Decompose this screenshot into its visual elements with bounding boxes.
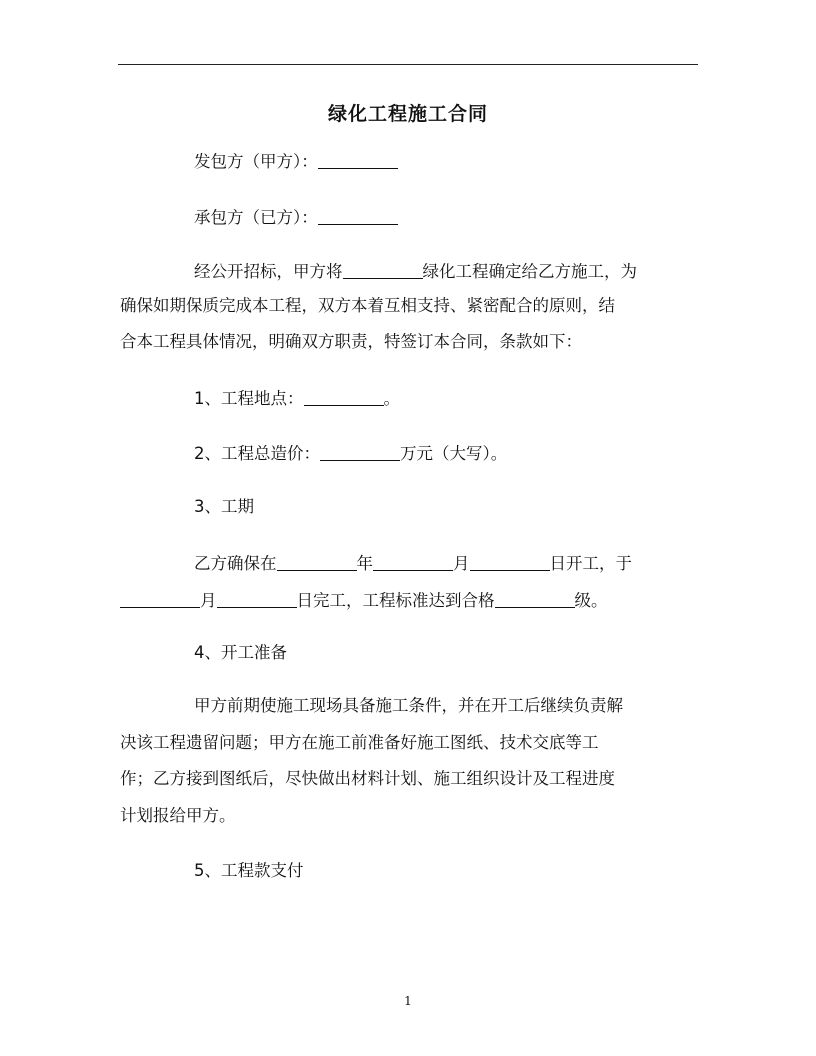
schedule-line-2 [120,587,608,613]
clause-2-suffix: 万元（大写）。 [400,444,508,463]
clause-4-line-2: 决该工程遗留问题；甲方在施工前准备好施工图纸、技术交底等工 [120,733,599,752]
start-day-blank [470,552,550,571]
party-a-blank [318,150,398,169]
intro-text: 绿化工程确定给乙方施工，为 [422,262,637,281]
schedule-text: 级。 [574,591,608,610]
clause-2-price [194,440,507,466]
intro-line-1 [194,258,637,284]
start-month-blank [373,552,453,571]
quality-grade-blank [495,589,575,608]
party-b-label: 承包方（已方）： [194,208,318,227]
party-a-label: 发包方（甲方）： [194,152,318,171]
clause-3-heading: 3、工期 [194,497,254,516]
location-blank [304,387,384,406]
clause-1-label: 1、工程地点： [194,389,304,408]
end-year-blank [120,589,200,608]
document-title: 绿化工程施工合同 [327,103,488,125]
intro-line-3: 合本工程具体情况，明确双方职责，特签订本合同，条款如下： [120,332,582,351]
intro-text: 经公开招标，甲方将 [194,262,343,281]
end-month-blank [217,589,297,608]
schedule-line-1 [194,550,632,576]
header-rule [118,64,698,65]
start-year-blank [277,552,357,571]
schedule-text: 日开工，于 [549,554,632,573]
intro-line-2: 确保如期保质完成本工程，双方本着互相支持、紧密配合的原则，结 [120,296,615,315]
price-blank [320,442,400,461]
party-b-line [194,204,398,230]
clause-1-suffix: 。 [383,389,400,408]
schedule-text: 日完工，工程标准达到合格 [296,591,495,610]
party-b-blank [318,206,398,225]
project-name-blank [343,260,423,279]
schedule-text: 年 [356,554,373,573]
clause-2-label: 2、工程总造价： [194,444,320,463]
clause-4-line-1: 甲方前期使施工现场具备施工条件，并在开工后继续负责解 [194,696,623,715]
party-a-line [194,148,398,174]
clause-1-location [194,385,400,411]
clause-4-line-3: 作；乙方接到图纸后，尽快做出材料计划、施工组织设计及工程进度 [120,769,615,788]
schedule-text: 月 [453,554,470,573]
clause-5-heading: 5、工程款支付 [194,861,304,880]
clause-4-line-4: 计划报给甲方。 [120,806,236,825]
page-number: 1 [404,994,412,1008]
clause-4-heading: 4、开工准备 [194,643,287,662]
schedule-text: 月 [200,591,217,610]
schedule-text: 乙方确保在 [194,554,277,573]
